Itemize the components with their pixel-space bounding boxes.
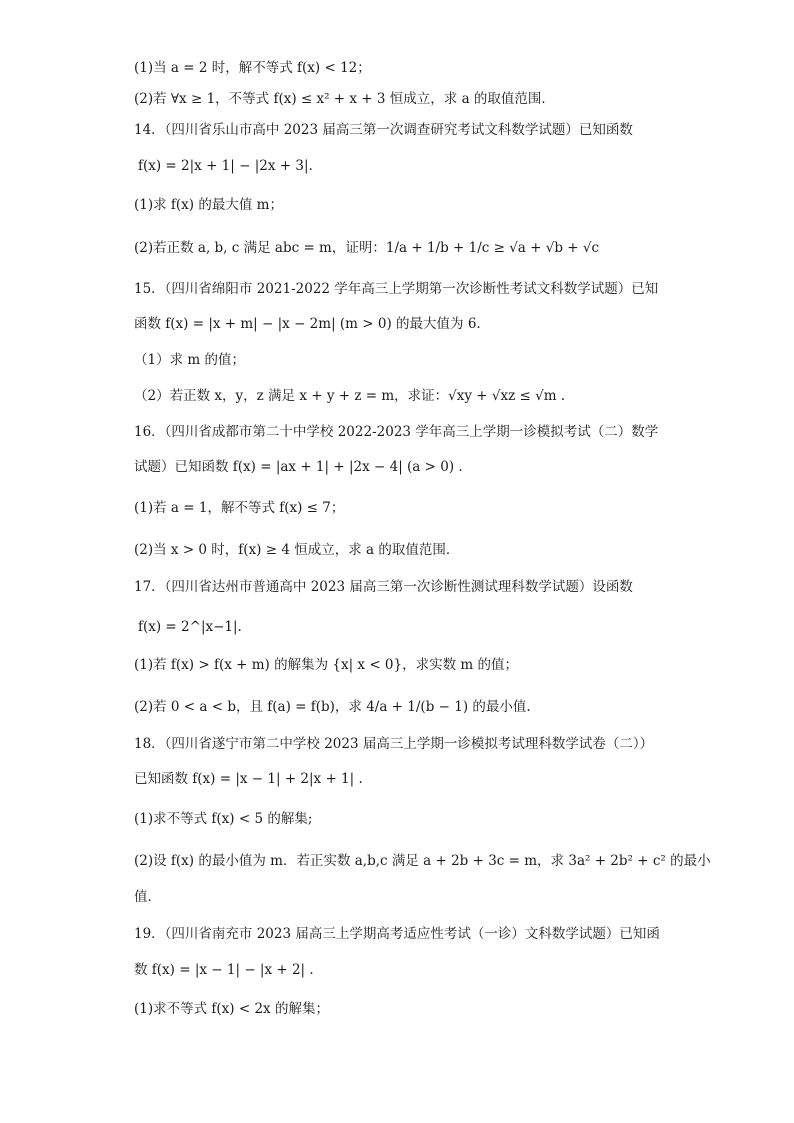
text-line: (1)若 f(x) > f(x + m) 的解集为 {x| x < 0}，求实数 m 的值； xyxy=(134,657,518,673)
problem-19-header: 19．（四川省南充市 2023 届高三上学期高考适应性考试（一诊）文科数学试题）已知函 xyxy=(134,926,660,942)
formula-line: f(x) = 2^|x−1|. xyxy=(138,619,242,635)
text-line: (2)当 x > 0 时，f(x) ≥ 4 恒成立，求 a 的取值范围． xyxy=(134,542,460,558)
text-line: (1)求 f(x) 的最大值 m； xyxy=(134,197,283,213)
text-line: (2)若 ∀x ≥ 1，不等式 f(x) ≤ x² + x + 3 恒成立，求 a 的取值范围． xyxy=(134,91,555,107)
problem-14-header: 14．（四川省乐山市高中 2023 届高三第一次调查研究考试文科数学试题）已知函数 xyxy=(134,122,633,138)
problem-16-header: 16．（四川省成都市第二十中学校 2022-2023 学年高三上学期一诊模拟考试（二）数学 xyxy=(134,424,659,440)
text-line: (2)若 0 < a < b，且 f(a) = f(b)，求 4/a + 1/(b − 1) 的最小值. xyxy=(134,699,531,715)
text-line: (1)当 a = 2 时，解不等式 f(x) < 12； xyxy=(134,60,371,76)
problem-18-header: 18．（四川省遂宁市第二中学校 2023 届高三上学期一诊模拟考试理科数学试卷（二）） xyxy=(134,736,654,752)
text-line: (1)若 a = 1，解不等式 f(x) ≤ 7； xyxy=(134,500,345,516)
text-line: （2）若正数 x，y，z 满足 x + y + z = m，求证：√xy + √xz ≤ √m . xyxy=(134,388,566,404)
problem-15-header: 15．（四川省绵阳市 2021-2022 学年高三上学期第一次诊断性考试文科数学试题）已知 xyxy=(134,281,659,297)
text-line: (2)若正数 a, b, c 满足 abc = m，证明：1/a + 1/b + 1/c ≥ √a + √b + √c xyxy=(134,240,600,256)
text-line: (2)设 f(x) 的最小值为 m．若正实数 a,b,c 满足 a + 2b + 3c = m，求 3a² + 2b² + c² 的最小 xyxy=(134,853,711,869)
text-line: (1)求不等式 f(x) < 2x 的解集； xyxy=(134,1001,329,1017)
text-line: 值． xyxy=(134,889,161,905)
text-line: 函数 f(x) = |x + m| − |x − 2m| (m > 0) 的最大值为 6. xyxy=(134,316,481,332)
text-line: 数 f(x) = |x − 1| − |x + 2| . xyxy=(134,962,314,978)
text-line: 已知函数 f(x) = |x − 1| + 2|x + 1| . xyxy=(134,771,363,787)
formula-line: f(x) = 2|x + 1| − |2x + 3|. xyxy=(138,158,313,174)
text-line: (1)求不等式 f(x) < 5 的解集; xyxy=(134,811,313,827)
text-line: 试题）已知函数 f(x) = |ax + 1| + |2x − 4| (a > 0) . xyxy=(134,459,463,475)
text-line: （1）求 m 的值； xyxy=(134,352,245,368)
problem-17-header: 17．（四川省达州市普通高中 2023 届高三第一次诊断性测试理科数学试题）设函数 xyxy=(134,579,633,595)
